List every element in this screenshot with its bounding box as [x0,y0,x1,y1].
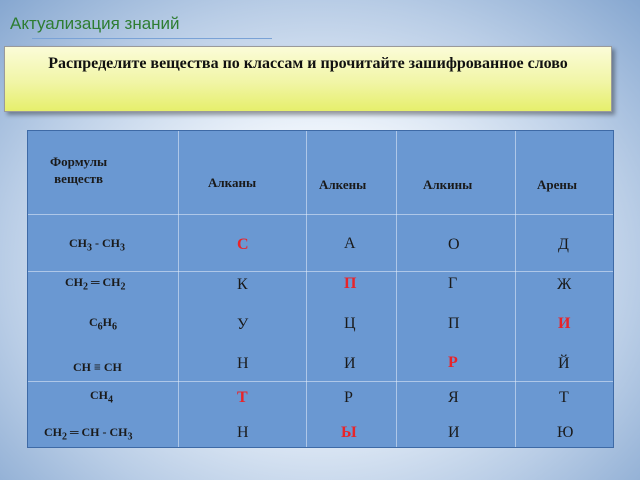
letter-alkynes-3: П [448,315,460,332]
letter-alkynes-1: О [448,236,460,253]
formula-methane: $CH_4$ [90,388,113,406]
slide-heading: Актуализация знаний [10,14,180,33]
letter-alkanes-6: Н [237,424,249,441]
letter-alkenes-6: Ы [341,424,357,441]
header-formulas [50,153,107,187]
letter-arenes-4: Й [558,355,570,372]
letter-alkynes-4: Р [448,354,458,371]
task-box [4,46,612,112]
grid-line [306,131,307,448]
grid-line [28,214,614,215]
formula-ethyne: CH ≡ CH [73,360,122,374]
header-formulas-line1: Формулы [50,154,108,169]
grid-line [178,131,179,448]
grid-line [28,271,614,272]
letter-alkynes-2: Г [448,275,458,292]
grid-line [28,381,614,382]
letter-alkanes-5: Т [237,389,248,406]
formula-ethene: $CH_2$ ═ $CH_2$ [65,275,126,293]
header-alkynes: Алкины [423,177,473,192]
letter-alkanes-4: Н [237,355,249,372]
letter-alkenes-3: Ц [344,315,356,332]
header-alkenes: Алкены [319,177,367,192]
task-text: Распределите вещества по классам и прочитайте зашифрованное слово [48,55,568,72]
letter-alkenes-4: И [344,355,356,372]
letter-alkynes-6: И [448,424,460,441]
letter-alkanes-1: С [237,236,249,253]
letter-alkanes-2: К [237,276,248,293]
letter-arenes-1: Д [558,236,569,253]
letter-arenes-5: Т [559,389,569,406]
letter-arenes-6: Ю [557,424,574,441]
header-formulas-line2: веществ [54,171,104,186]
formula-benzene: $C_6H_6$ [89,315,118,333]
grid-line [396,131,397,448]
heading-underline [32,38,272,39]
letter-alkanes-3: У [237,316,249,333]
header-arenes: Арены [537,177,578,192]
letter-alkenes-5: Р [344,389,353,406]
letter-arenes-3: И [558,315,571,332]
classification-table [27,130,614,448]
letter-alkenes-1: А [344,235,356,252]
formula-ethane: $CH_3 - CH_3$ [69,236,125,254]
letter-alkenes-2: П [344,275,357,292]
grid-line [515,131,516,448]
header-alkanes: Алканы [208,175,257,190]
letter-arenes-2: Ж [557,276,572,293]
letter-alkynes-5: Я [448,389,459,406]
formula-propene: $CH_2$ ═ CH - $CH_3$ [44,425,133,443]
